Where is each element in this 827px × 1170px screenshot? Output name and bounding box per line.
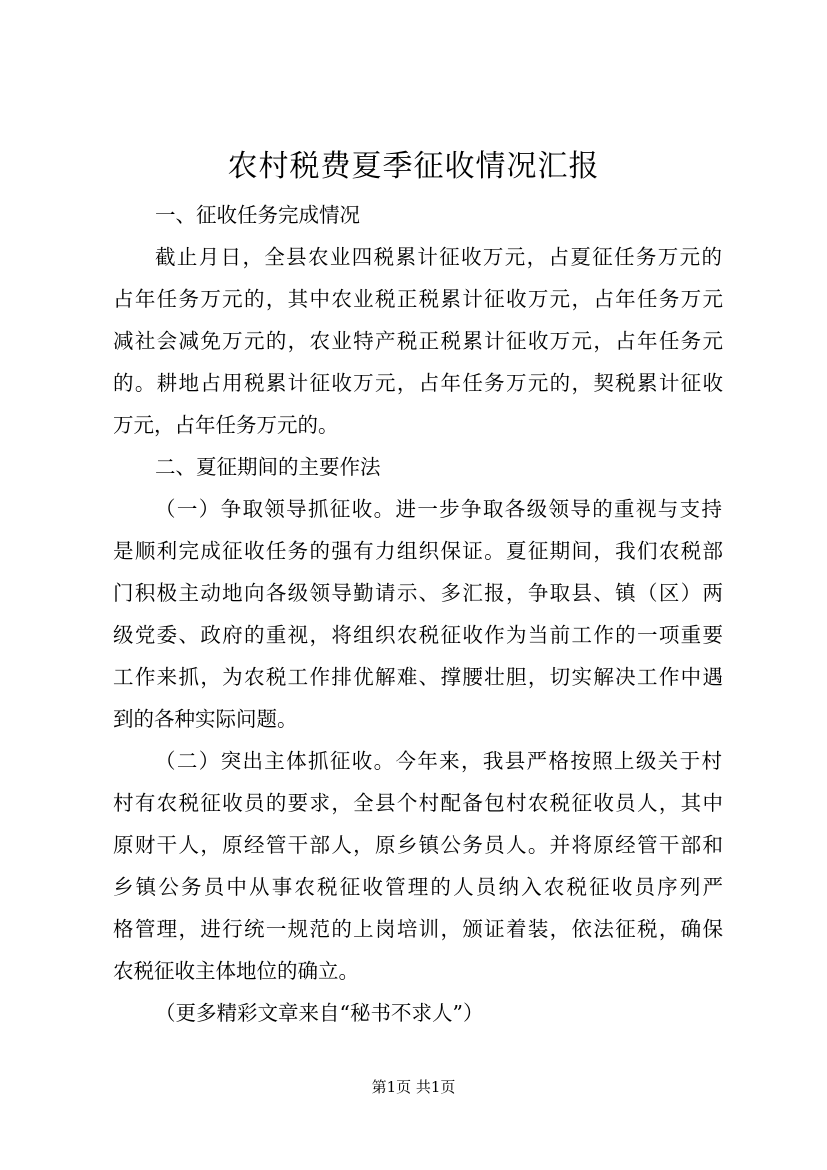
paragraph-line: 乡镇公务员中从事农税征收管理的人员纳入农税征收员序列严 xyxy=(113,875,726,899)
paragraph-line: 级党委、政府的重视，将组织农税征收作为当前工作的一项重要 xyxy=(113,623,725,647)
paragraph-line: 工作来抓，为农税工作排优解难、撑腰壮胆，切实解决工作中遇 xyxy=(113,665,725,689)
paragraph-line: （二）突出主体抓征收。今年来，我县严格按照上级关于村 xyxy=(155,749,724,773)
paragraph-line: 截止月日，全县农业四税累计征收万元，占夏征任务万元的 xyxy=(155,245,724,269)
paragraph-line: 格管理，进行统一规范的上岗培训，颁证着装，依法征税，确保 xyxy=(113,917,725,941)
source-note: （更多精彩文章来自“秘书不求人”） xyxy=(155,1001,484,1025)
paragraph-line: 是顺利完成征收任务的强有力组织保证。夏征期间，我们农税部 xyxy=(113,539,725,563)
heading-1: 一、征收任务完成情况 xyxy=(155,203,360,227)
paragraph-line: 农税征收主体地位的确立。 xyxy=(113,959,359,983)
paragraph-line: 占年任务万元的，其中农业税正税累计征收万元，占年任务万元 xyxy=(113,287,725,311)
document-title: 农村税费夏季征收情况汇报 xyxy=(227,149,600,184)
heading-2: 二、夏征期间的主要作法 xyxy=(155,455,381,479)
paragraph-line: （一）争取领导抓征收。进一步争取各级领导的重视与支持 xyxy=(155,497,724,521)
paragraph-line: 减社会减免万元的，农业特产税正税累计征收万元，占年任务元 xyxy=(113,329,725,353)
paragraph-line: 原财干人，原经管干部人，原乡镇公务员人。并将原经管干部和 xyxy=(113,833,725,857)
page-footer: 第1页 共1页 xyxy=(371,1078,456,1096)
paragraph-line: 万元，占年任务万元的。 xyxy=(113,413,339,437)
paragraph-line: 门积极主动地向各级领导勤请示、多汇报，争取县、镇（区）两 xyxy=(113,581,725,605)
paragraph-line: 到的各种实际问题。 xyxy=(113,707,298,731)
paragraph-line: 村有农税征收员的要求，全县个村配备包村农税征收员人，其中 xyxy=(113,791,725,815)
paragraph-line: 的。耕地占用税累计征收万元，占年任务万元的，契税累计征收 xyxy=(113,371,725,395)
